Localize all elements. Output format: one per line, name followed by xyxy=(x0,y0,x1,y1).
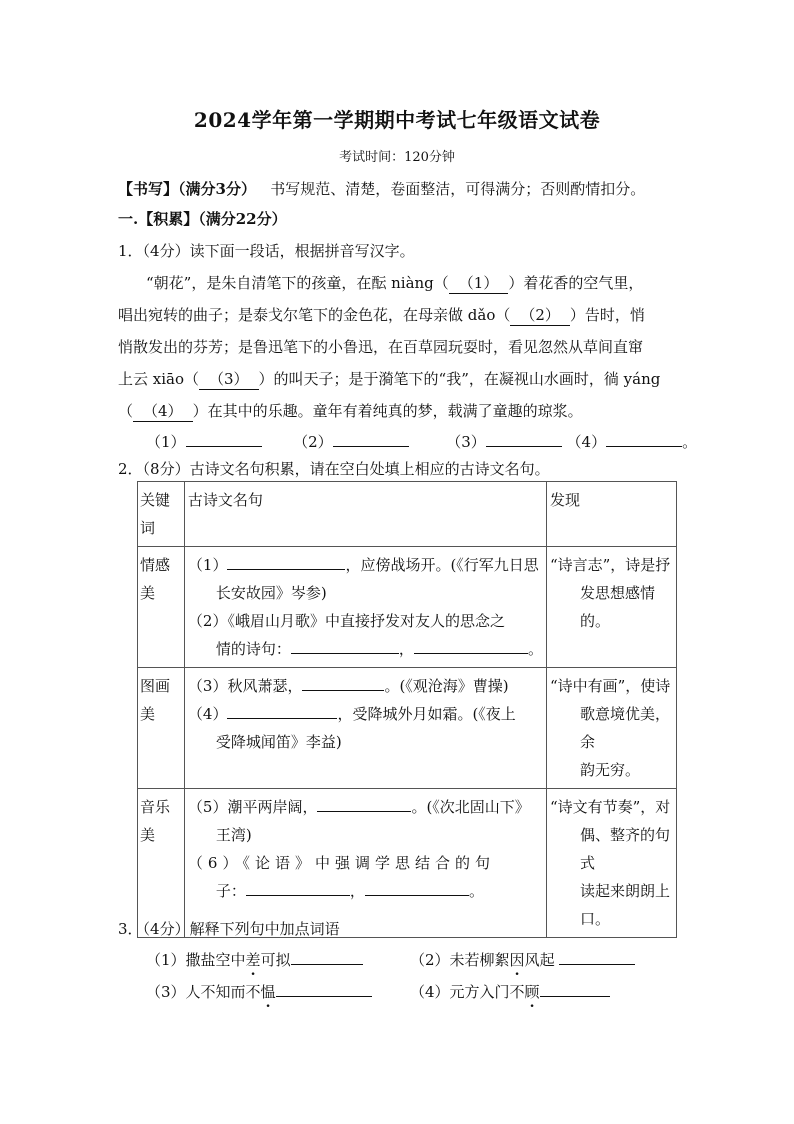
q3-answer-4[interactable] xyxy=(540,980,610,997)
q1-paragraph-line: “朝花”，是朱自清笔下的孩童，在酝 niàng（ （1） ）着花香的空气里， xyxy=(146,274,644,292)
keyword-cell: 音乐美 xyxy=(138,789,185,938)
q3-item: （3）人不知而不愠 xyxy=(146,980,372,1002)
blank-1[interactable]: （1） xyxy=(449,272,509,294)
q2-stem: 2．（8分）古诗文名句积累，请在空白处填上相应的古诗文名句。 xyxy=(118,460,550,478)
q1-paragraph-line: 上云 xiāo（ （3） ）的叫天子；是于漪笔下的“我”，在凝视山水画时，徜 yáng xyxy=(118,370,661,388)
poem-blank-5[interactable] xyxy=(317,795,411,812)
writing-label: 【书写】 xyxy=(118,180,179,198)
page-title: 2024学年第一学期期中考试七年级语文试卷 xyxy=(193,108,601,132)
poem-cell: （3）秋风萧瑟， 。(《观沧海》曹操) （4） ，受降城外月如霜。(《夜上 受降城闻笛》李益) xyxy=(184,668,546,789)
q3-item: （2）未若柳絮因风起 xyxy=(410,948,635,970)
q1-answer-row: （1） （2） （3） （4） 。 xyxy=(146,430,697,452)
poem-blank-1[interactable] xyxy=(227,553,345,570)
table-row xyxy=(138,789,677,938)
finding-cell: “诗言志”，诗是抒 发思想感情的。 xyxy=(546,547,676,668)
header-keyword: 关键词 xyxy=(138,482,185,547)
dotted-word: 差 xyxy=(245,951,261,969)
dotted-word: 因 xyxy=(509,951,525,969)
writing-score: （满分3分） xyxy=(178,180,256,198)
q1-stem: 1．（4分）读下面一段话，根据拼音写汉字。 xyxy=(118,242,415,260)
dotted-word: 顾 xyxy=(524,983,540,1001)
poem-blank-2a[interactable] xyxy=(291,637,399,654)
table-header-row xyxy=(138,482,677,547)
q1-paragraph-line: 唱出宛转的曲子；是泰戈尔笔下的金色花，在母亲做 dǎo（ （2） ）告时，悄 xyxy=(118,306,645,324)
q1-paragraph-line: （ （4） ）在其中的乐趣。童年有着纯真的梦，载满了童趣的琼浆。 xyxy=(118,402,583,420)
q1-paragraph-line: 悄散发出的芬芳；是鲁迅笔下的小鲁迅，在百草园玩耍时，看见忽然从草间直窜 xyxy=(118,338,644,356)
finding-cell: “诗文有节奏”，对 偶、整齐的句式 读起来朗朗上 口。 xyxy=(546,789,676,938)
blank-3[interactable]: （3） xyxy=(199,368,259,390)
q3-answer-1[interactable] xyxy=(291,948,363,965)
section-heading: 一.【积累】（满分22分） xyxy=(118,210,287,228)
keyword-cell: 情感美 xyxy=(138,547,185,668)
header-poem: 古诗文名句 xyxy=(184,482,546,547)
answer-line-4[interactable] xyxy=(606,430,682,447)
q3-item: （1）撒盐空中差可拟 xyxy=(146,948,363,970)
finding-cell: “诗中有画”，使诗 歌意境优美，余 韵无穷。 xyxy=(546,668,676,789)
poem-blank-3[interactable] xyxy=(302,674,384,691)
blank-4[interactable]: （4） xyxy=(133,400,193,422)
q3-answer-2[interactable] xyxy=(559,948,635,965)
q3-item: （4）元方入门不顾 xyxy=(410,980,610,1002)
poem-blank-4[interactable] xyxy=(227,702,337,719)
writing-instruction xyxy=(118,178,645,199)
writing-text: 书写规范、清楚，卷面整洁，可得满分；否则酌情扣分。 xyxy=(270,180,646,198)
poem-cell: （1） ，应傍战场开。(《行军九日思 长安故园》岑参) （2）《峨眉山月歌》中直接抒发对友人的思念之 情的诗句： ， 。 xyxy=(184,547,546,668)
exam-time: 考试时间：120分钟 xyxy=(339,150,455,165)
table-row xyxy=(138,668,677,789)
header-finding: 发现 xyxy=(546,482,676,547)
poem-blank-2b[interactable] xyxy=(414,637,528,654)
poem-blank-6b[interactable] xyxy=(365,879,469,896)
q3-answer-3[interactable] xyxy=(276,980,372,997)
q3-stem: 3．（4分）解释下列句中加点词语 xyxy=(118,920,340,938)
poem-cell: （5）潮平两岸阔， 。(《次北固山下》 王湾) （6）《论语》中强调学思结合的句 子： ， 。 xyxy=(184,789,546,938)
poem-table xyxy=(137,481,677,938)
answer-line-3[interactable] xyxy=(486,430,562,447)
answer-line-1[interactable] xyxy=(186,430,262,447)
blank-2[interactable]: （2） xyxy=(510,304,570,326)
poem-blank-6a[interactable] xyxy=(246,879,350,896)
answer-line-2[interactable] xyxy=(333,430,409,447)
table-row xyxy=(138,547,677,668)
dotted-word: 愠 xyxy=(260,983,276,1001)
keyword-cell: 图画美 xyxy=(138,668,185,789)
